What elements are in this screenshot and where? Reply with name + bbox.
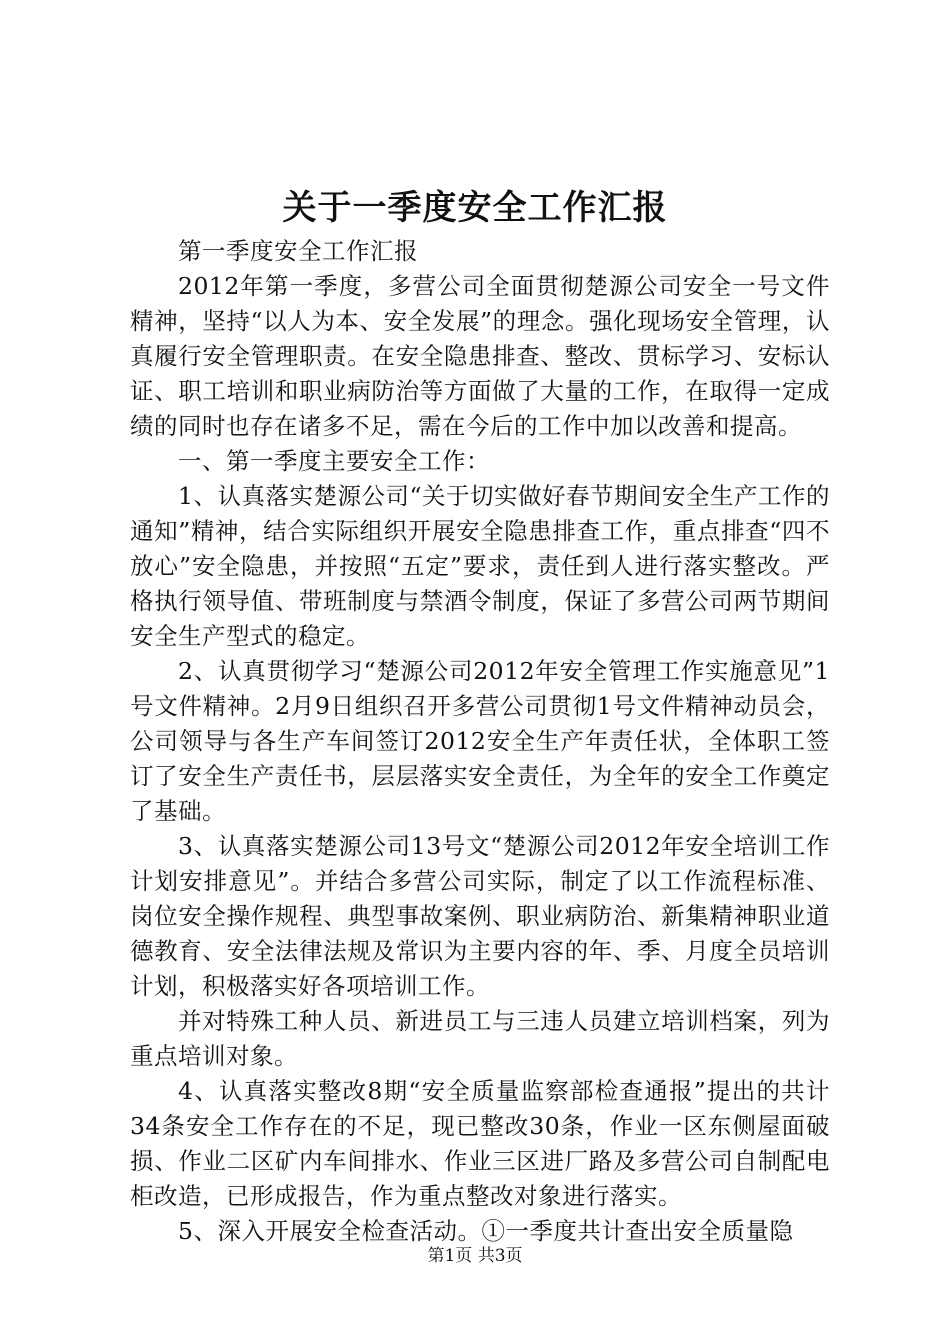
paragraph-item-2: 2、认真贯彻学习“楚源公司2012年安全管理工作实施意见”1号文件精神。2月9日组织召开多营公司贯彻1号文件精神动员会，公司领导与各生产车间签订2012安全生产年责任状，全体职工签订了安全生产责任书，层层落实安全责任，为全年的安全工作奠定了基础。 <box>130 657 830 825</box>
paragraph-item-3: 3、认真落实楚源公司13号文“楚源公司2012年安全培训工作计划安排意见”。并结合多营公司实际，制定了以工作流程标准、岗位安全操作规程、典型事故案例、职业病防治、新集精神职业道德教育、安全法律法规及常识为主要内容的年、季、月度全员培训计划，积极落实好各项培训工作。 <box>130 832 830 1000</box>
paragraph-item-1: 1、认真落实楚源公司“关于切实做好春节期间安全生产工作的通知”精神，结合实际组织开展安全隐患排查工作，重点排查“四不放心”安全隐患，并按照“五定”要求，责任到人进行落实整改。严格执行领导值、带班制度与禁酒令制度，保证了多营公司两节期间安全生产型式的稳定。 <box>130 482 830 650</box>
page-number-footer: 第1页 共3页 <box>427 1246 523 1266</box>
document-body <box>130 234 830 1249</box>
paragraph-item-5: 5、深入开展安全检查活动。①一季度共计查出安全质量隐 <box>178 1217 794 1245</box>
paragraph-intro: 2012年第一季度，多营公司全面贯彻楚源公司安全一号文件精神，坚持“以人为本、安全发展”的理念。强化现场安全管理，认真履行安全管理职责。在安全隐患排查、整改、贯标学习、安标认证、职工培训和职业病防治等方面做了大量的工作，在取得一定成绩的同时也存在诸多不足，需在今后的工作中加以改善和提高。 <box>130 272 830 440</box>
paragraph-item-3-note: 并对特殊工种人员、新进员工与三违人员建立培训档案，列为重点培训对象。 <box>130 1007 830 1070</box>
section-heading-main-work: 一、第一季度主要安全工作： <box>178 447 490 475</box>
paragraph-item-4: 4、认真落实整改8期“安全质量监察部检查通报”提出的共计34条安全工作存在的不足，现已整改30条，作业一区东侧屋面破损、作业二区矿内车间排水、作业三区进厂路及多营公司自制配电柜改造，已形成报告，作为重点整改对象进行落实。 <box>130 1077 830 1210</box>
document-title: 关于一季度安全工作汇报 <box>282 188 668 228</box>
paragraph-subtitle: 第一季度安全工作汇报 <box>178 237 418 265</box>
